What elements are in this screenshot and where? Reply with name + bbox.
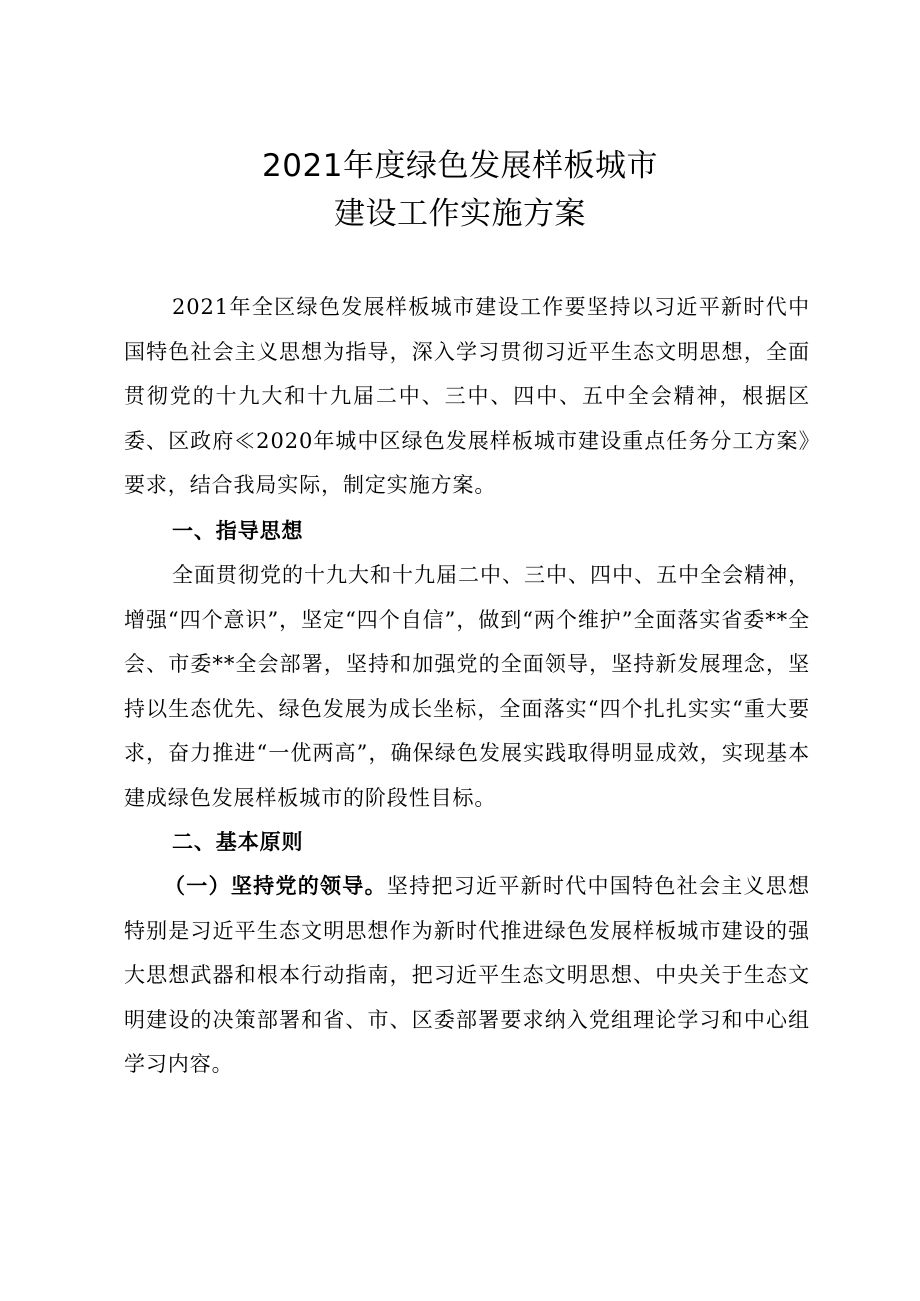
principle-item-1-body: 坚持把习近平新时代中国特色社会主义思想特别是习近平生态文明思想作为新时代推进绿色发展样板城市建设的强大思想武器和根本行动指南，把习近平生态文明思想、中央关于生态文明建设的决策部署和省、市、区委部署要求纳入党组理论学习和中心组学习内容。	[124, 874, 810, 1077]
section-heading-guiding-ideology: 一、指导思想	[172, 518, 304, 543]
intro-paragraph: 2021年全区绿色发展样板城市建设工作要坚持以习近平新时代中国特色社会主义思想为指导，深入学习贯彻习近平生态文明思想，全面贯彻党的十九大和十九届二中、三中、四中、五中全会精神，根据区委、区政府≪2020年城中区绿色发展样板城市建设重点任务分工方案》要求，结合我局实际，制定实施方案。	[124, 295, 810, 498]
document-title-line-2: 建设工作实施方案	[334, 196, 586, 232]
section-heading-basic-principles: 二、基本原则	[172, 829, 304, 854]
principle-item-1-lead: （一）坚持党的领导。	[164, 873, 387, 898]
principle-item-1-paragraph	[124, 864, 810, 1087]
document-title-line-1: 2021年度绿色发展样板城市	[262, 148, 658, 184]
guiding-ideology-paragraph: 全面贯彻党的十九大和十九届二中、三中、四中、五中全会精神，增强“四个意识”，坚定“四个自信”，做到“两个维护”全面落实省委**全会、市委**全会部署，坚持和加强党的全面领导，坚持新发展理念，坚持以生态优先、绿色发展为成长坐标，全面落实“四个扎扎实实“重大要求，奋力推进“一优两高”，确保绿色发展实践取得明显成效，实现基本建成绿色发展样板城市的阶段性目标。	[124, 563, 810, 810]
